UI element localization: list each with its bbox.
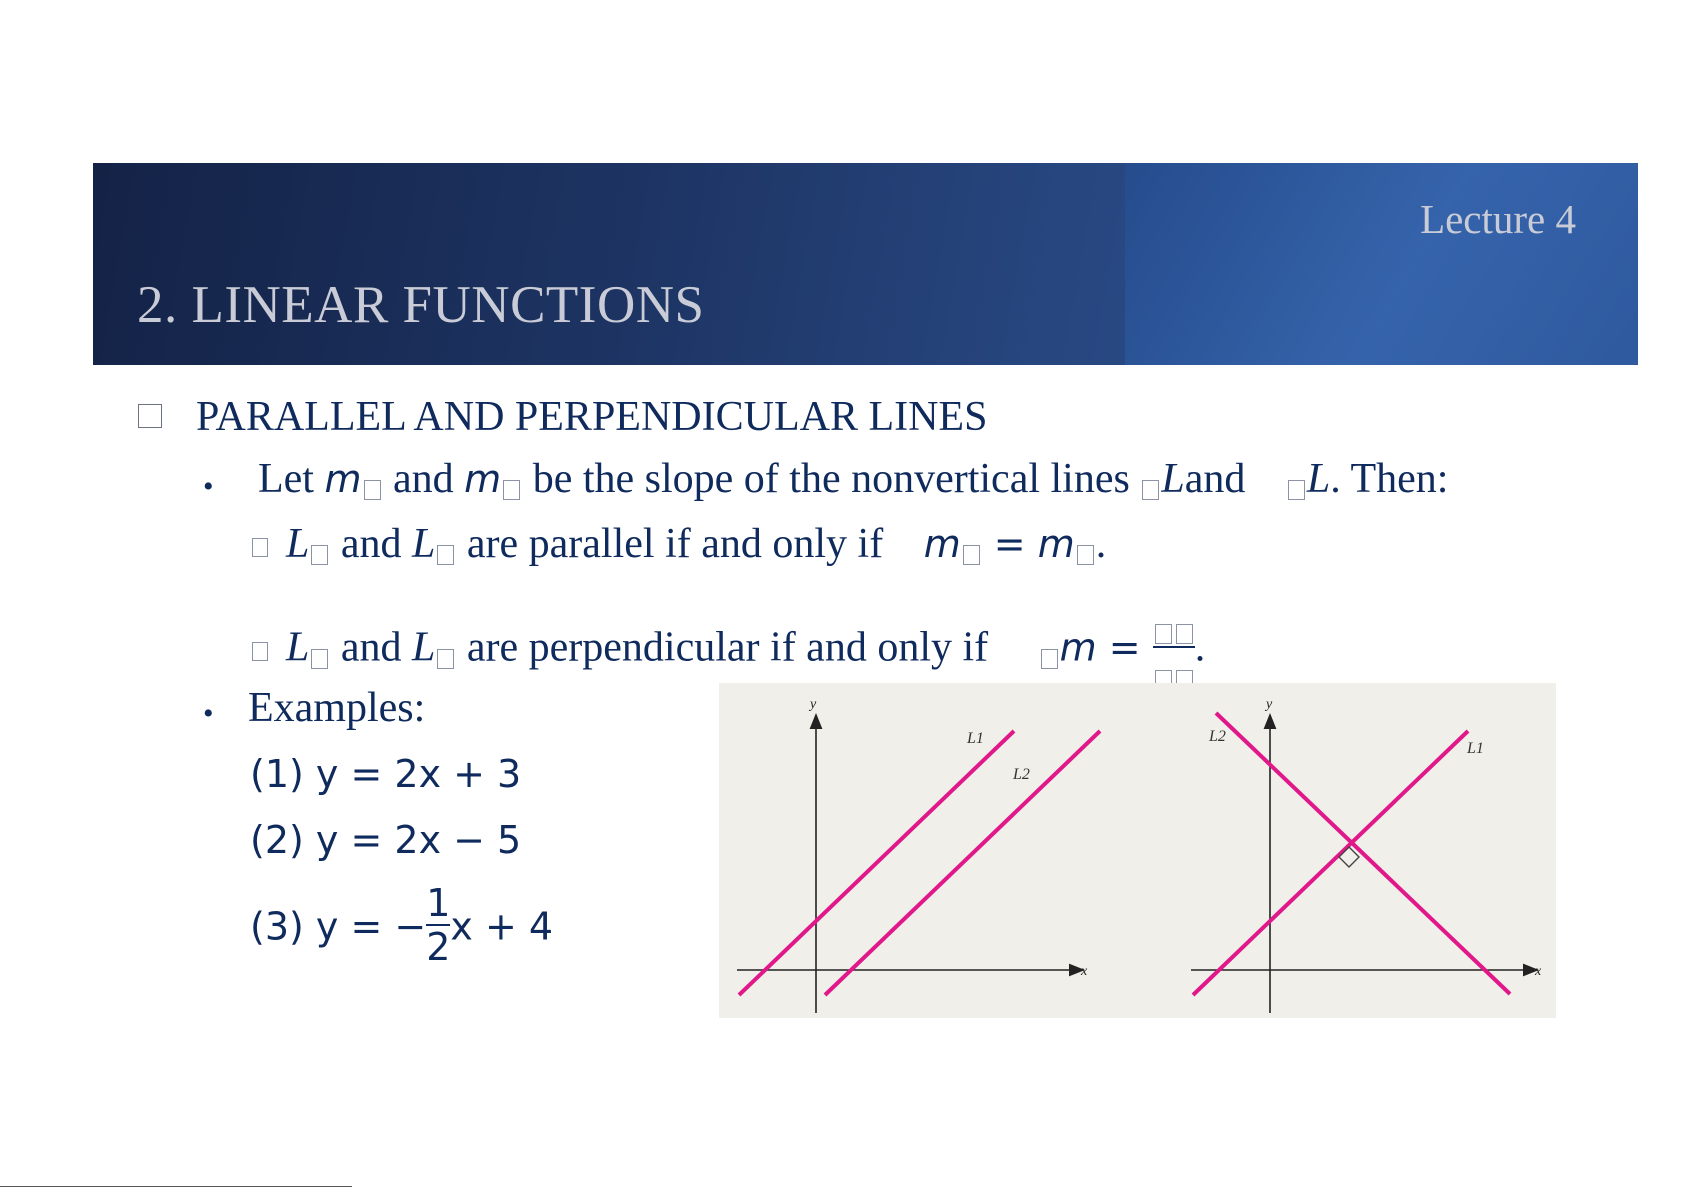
right-line-L2 xyxy=(1216,713,1510,994)
left-line-L1 xyxy=(739,731,1014,995)
symbol-L: L xyxy=(1161,456,1185,502)
symbol-L: L xyxy=(1306,456,1331,502)
bullet-dot-icon: • xyxy=(203,470,214,503)
example-2: (2) y = 2x − 5 xyxy=(250,818,522,862)
section-heading-text: PARALLEL AND PERPENDICULAR LINES xyxy=(196,394,988,440)
subscript-placeholder xyxy=(1142,480,1159,500)
slope-definition xyxy=(258,455,1448,503)
subscript-placeholder xyxy=(1041,649,1058,669)
text-perpendicular: are perpendicular if and only if xyxy=(456,624,999,671)
left-y-label: y xyxy=(810,697,817,712)
section-heading xyxy=(138,393,987,441)
sub-bullet-icon xyxy=(252,642,268,661)
subscript-placeholder xyxy=(1288,480,1305,500)
subscript-placeholder xyxy=(963,545,980,565)
equals-sign: = xyxy=(981,522,1038,566)
footnote-rule xyxy=(0,1186,352,1187)
perpendicular-condition: L and L are perpendicular if and only if m = . xyxy=(252,608,1205,694)
lecture-label: Lecture 4 xyxy=(1420,196,1576,242)
subscript-placeholder xyxy=(503,480,520,500)
text-and: and xyxy=(330,624,413,671)
example-3-prefix: (3) y = − xyxy=(250,904,427,949)
sub-bullet-icon xyxy=(252,538,268,557)
symbol-m: m xyxy=(1059,625,1097,670)
right-label-L2: L2 xyxy=(1209,728,1226,745)
symbol-L: L xyxy=(286,521,310,567)
text-let: Let xyxy=(258,456,325,502)
negative-reciprocal-fraction xyxy=(1153,604,1195,690)
left-label-L1: L1 xyxy=(967,730,984,747)
lines-figure xyxy=(719,683,1556,1018)
left-line-L2 xyxy=(825,731,1100,995)
text-parallel: are parallel if and only if xyxy=(456,521,894,567)
subscript-placeholder xyxy=(311,545,328,565)
symbol-L: L xyxy=(412,624,436,671)
symbol-L: L xyxy=(412,521,436,567)
symbol-m: m xyxy=(1037,522,1075,566)
right-line-L1 xyxy=(1193,731,1468,995)
subscript-placeholder xyxy=(437,649,454,669)
text-description: be the slope of the nonvertical lines xyxy=(522,456,1141,502)
banner-accent xyxy=(1125,163,1638,365)
fraction-one-half: $\frac{1}{2}$ xyxy=(426,881,451,969)
equals-sign: = xyxy=(1096,625,1153,670)
title-banner xyxy=(93,163,1638,365)
lines-figure-svg xyxy=(719,683,1556,1018)
subscript-placeholder xyxy=(311,649,328,669)
symbol-m: m xyxy=(923,522,961,566)
subscript-placeholder xyxy=(437,545,454,565)
symbol-L: L xyxy=(286,624,310,671)
right-y-label: y xyxy=(1266,697,1273,712)
right-x-label: x xyxy=(1535,964,1542,979)
symbol-m: m xyxy=(464,457,502,501)
example-1: (1) y = 2x + 3 xyxy=(250,752,522,796)
example-3 xyxy=(250,881,554,970)
slide-title: 2. LINEAR FUNCTIONS xyxy=(137,276,705,334)
left-label-L2: L2 xyxy=(1013,766,1030,783)
text-then: . Then: xyxy=(1330,456,1449,502)
subscript-placeholder xyxy=(1077,545,1094,565)
text-and: and xyxy=(382,456,465,502)
symbol-m: m xyxy=(324,457,362,501)
example-3-suffix: x + 4 xyxy=(450,904,554,949)
bullet-dot-icon: • xyxy=(203,697,214,730)
parallel-condition: L and L are parallel if and only if m = m . xyxy=(252,520,1106,568)
examples-label: Examples: xyxy=(248,685,426,731)
subscript-placeholder xyxy=(364,480,381,500)
left-x-label: x xyxy=(1081,964,1088,979)
text-and: and xyxy=(1184,456,1256,502)
checkbox-bullet-icon xyxy=(138,404,162,428)
right-label-L1: L1 xyxy=(1467,740,1484,757)
text-and: and xyxy=(330,521,413,567)
